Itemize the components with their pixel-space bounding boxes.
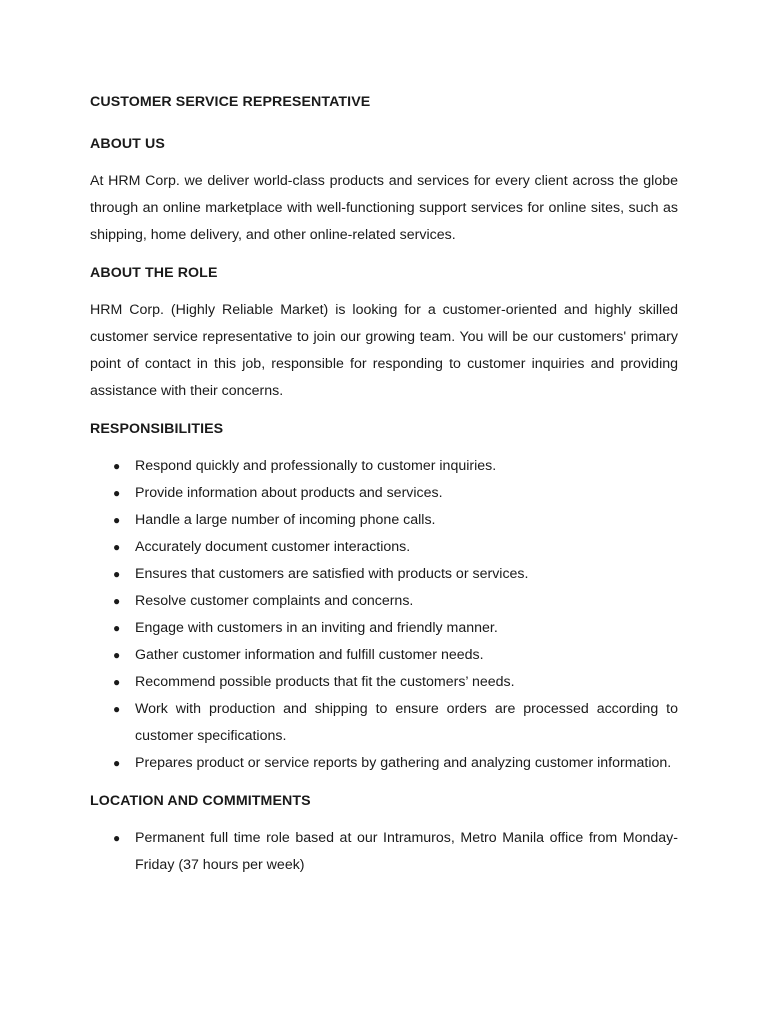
list-item-text: Provide information about products and services. bbox=[135, 485, 443, 501]
bullet-icon: ● bbox=[113, 756, 121, 770]
bullet-icon: ● bbox=[113, 648, 121, 662]
list-item bbox=[90, 615, 678, 642]
about-role-paragraph: HRM Corp. (Highly Reliable Market) is looking for a customer-oriented and highly skilled customer service representative to join our growing team. You will be our customers' primary point of contact in this job, responsible for responding to customer inquiries and providing assistance with their concerns. bbox=[90, 302, 678, 399]
bullet-icon: ● bbox=[113, 567, 121, 581]
list-item bbox=[90, 669, 678, 696]
list-item-text: Prepares product or service reports by gathering and analyzing customer information. bbox=[135, 755, 672, 771]
list-item bbox=[90, 750, 678, 777]
bullet-icon: ● bbox=[113, 831, 121, 845]
list-item-text: Accurately document customer interactions. bbox=[135, 539, 411, 555]
list-item bbox=[90, 561, 678, 588]
list-item-text: Work with production and shipping to ensure orders are processed according to customer specifications. bbox=[135, 701, 678, 744]
bullet-icon: ● bbox=[113, 540, 121, 554]
list-item bbox=[90, 453, 678, 480]
location-heading: LOCATION AND COMMITMENTS bbox=[90, 793, 311, 809]
list-item-text: Handle a large number of incoming phone calls. bbox=[135, 512, 436, 528]
list-item bbox=[90, 825, 678, 879]
location-list bbox=[90, 825, 678, 879]
list-item-text: Recommend possible products that fit the customers’ needs. bbox=[135, 674, 515, 690]
bullet-icon: ● bbox=[113, 621, 121, 635]
about-role-heading: ABOUT THE ROLE bbox=[90, 265, 218, 281]
list-item-text: Engage with customers in an inviting and friendly manner. bbox=[135, 620, 498, 636]
list-item bbox=[90, 642, 678, 669]
bullet-icon: ● bbox=[113, 486, 121, 500]
bullet-icon: ● bbox=[113, 459, 121, 473]
responsibilities-list bbox=[90, 453, 678, 777]
about-us-paragraph: At HRM Corp. we deliver world-class products and services for every client across the globe through an online marketplace with well-functioning support services for online sites, such as shipping, home delivery, and other online-related services. bbox=[90, 173, 678, 243]
list-item bbox=[90, 480, 678, 507]
list-item-text: Respond quickly and professionally to customer inquiries. bbox=[135, 458, 497, 474]
list-item bbox=[90, 507, 678, 534]
list-item-text: Gather customer information and fulfill customer needs. bbox=[135, 647, 484, 663]
list-item-text: Ensures that customers are satisfied with products or services. bbox=[135, 566, 529, 582]
list-item bbox=[90, 696, 678, 750]
responsibilities-heading: RESPONSIBILITIES bbox=[90, 421, 224, 437]
job-title: CUSTOMER SERVICE REPRESENTATIVE bbox=[90, 94, 371, 110]
bullet-icon: ● bbox=[113, 594, 121, 608]
list-item-text: Resolve customer complaints and concerns. bbox=[135, 593, 414, 609]
bullet-icon: ● bbox=[113, 513, 121, 527]
bullet-icon: ● bbox=[113, 675, 121, 689]
list-item-text: Permanent full time role based at our Intramuros, Metro Manila office from Monday-Friday (37 hours per week) bbox=[135, 830, 678, 873]
list-item bbox=[90, 588, 678, 615]
list-item bbox=[90, 534, 678, 561]
about-us-heading: ABOUT US bbox=[90, 136, 165, 152]
bullet-icon: ● bbox=[113, 702, 121, 716]
